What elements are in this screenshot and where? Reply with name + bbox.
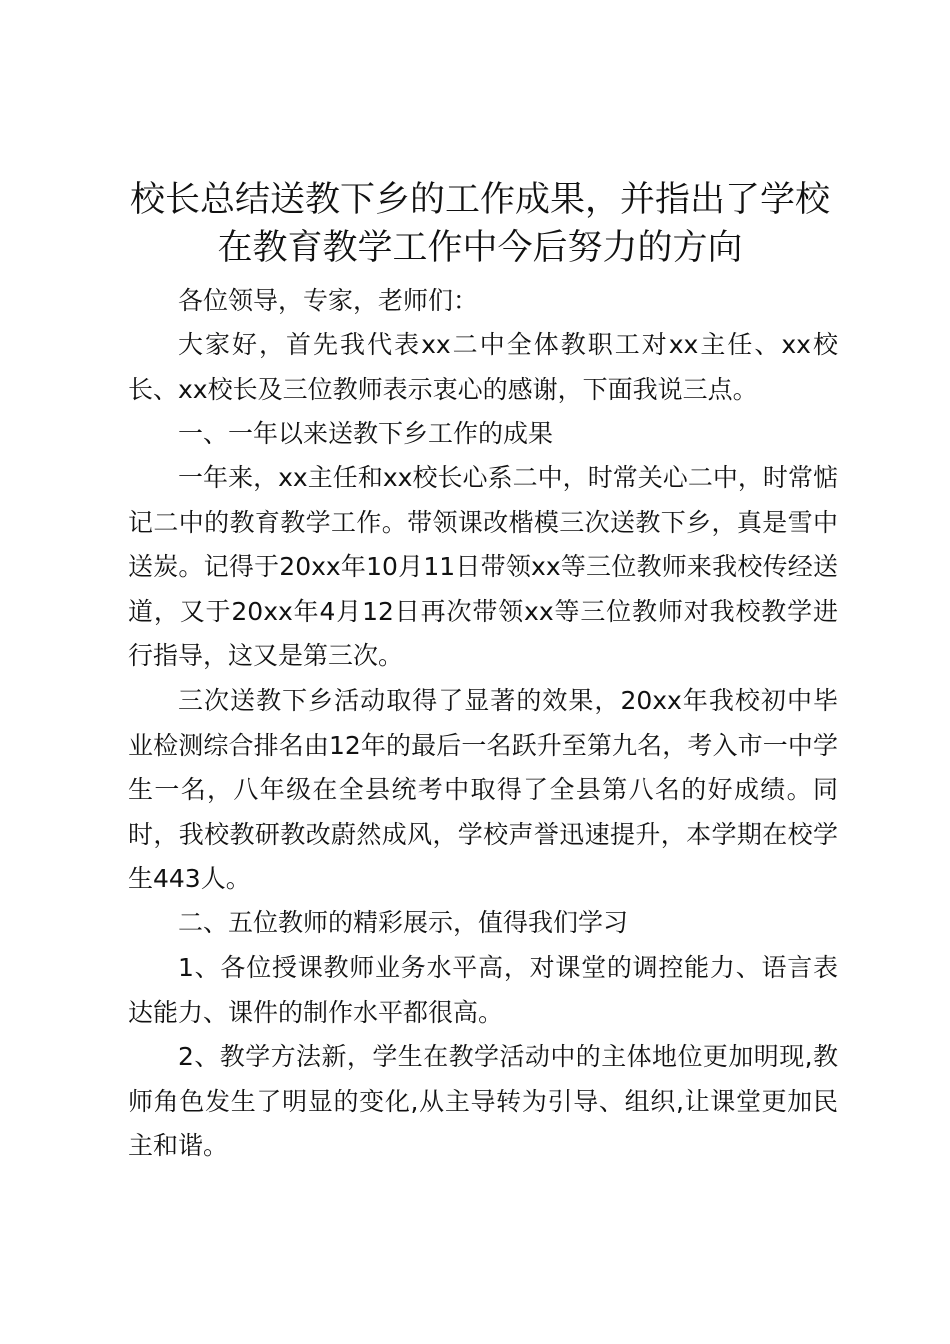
section-heading-1: 一、一年以来送教下乡工作的成果 [178,419,554,448]
document-title-line-2: 在教育教学工作中今后努力的方向 [217,228,743,268]
salutation-paragraph: 各位领导，专家，老师们： [178,286,479,315]
greeting-paragraph: 大家好，首先我代表xx二中全体教职工对xx主任、xx校长、xx校长及三位教师表示衷心的感谢，下面我说三点。 [128,330,838,404]
body-paragraph-2: 三次送教下乡活动取得了显著的效果，20xx年我校初中毕业检测综合排名由12年的最后一名跃升至第九名，考入市一中学生一名，八年级在全县统考中取得了全县第八名的好成绩。同时，我校教研教改蔚然成风，学校声誉迅速提升，本学期在校学生443人。 [128,686,838,893]
body-paragraph-1: 一年来，xx主任和xx校长心系二中，时常关心二中，时常惦记二中的教育教学工作。带领课改楷模三次送教下乡，真是雪中送炭。记得于20xx年10月11日带领xx等三位教师来我校传经送道，又于20xx年4月12日再次带领xx等三位教师对我校教学进行指导，这又是第三次。 [128,463,838,670]
section-heading-2: 二、五位教师的精彩展示，值得我们学习 [178,908,629,937]
list-item-2: 2、教学方法新，学生在教学活动中的主体地位更加明现,教师角色发生了明显的变化,从主导转为引导、组织,让课堂更加民主和谐。 [128,1042,838,1160]
document-title-line-1: 校长总结送教下乡的工作成果，并指出了学校 [129,180,830,220]
list-item-1: 1、各位授课教师业务水平高，对课堂的调控能力、语言表达能力、课件的制作水平都很高。 [128,953,838,1027]
